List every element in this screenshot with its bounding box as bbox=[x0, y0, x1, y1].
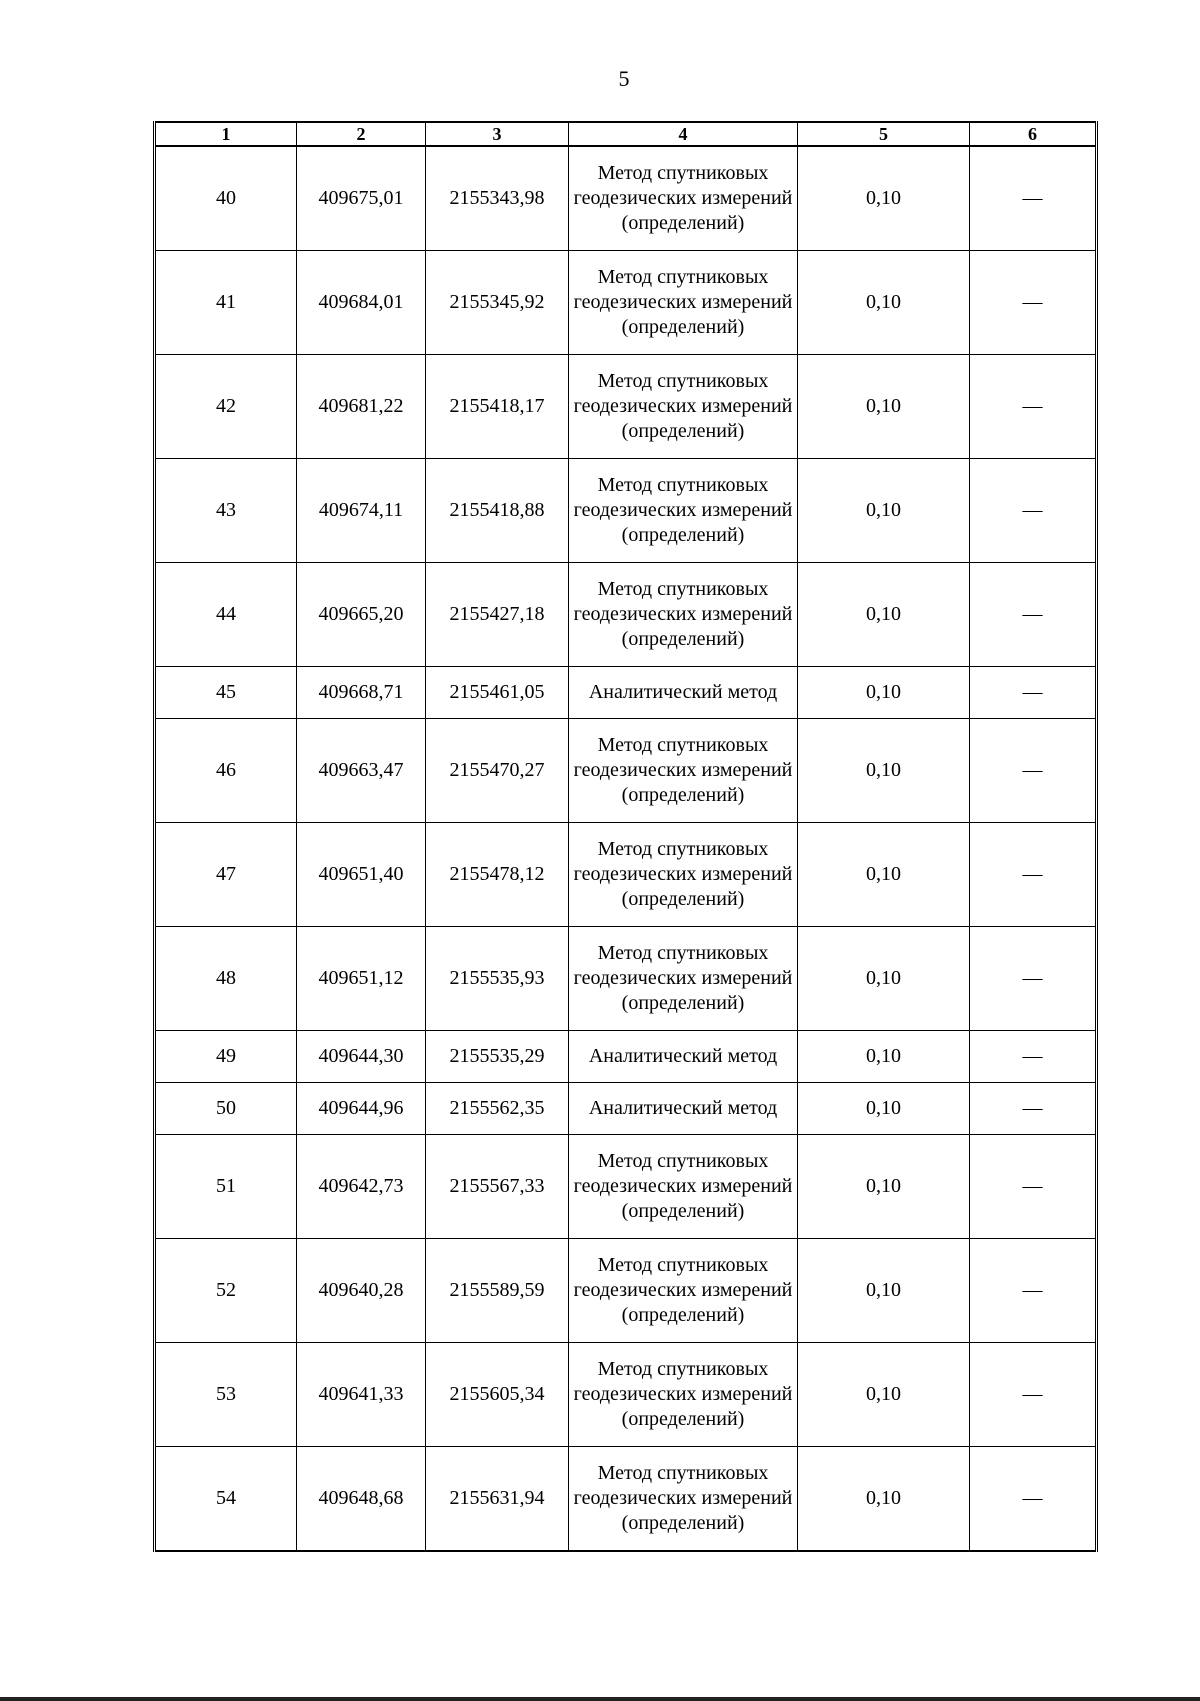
cell-point-number: 52 bbox=[155, 1239, 297, 1343]
cell-y-coordinate: 2155345,92 bbox=[426, 251, 569, 355]
cell-x-coordinate: 409675,01 bbox=[297, 146, 426, 251]
header-col-2: 2 bbox=[297, 122, 426, 146]
cell-method: Аналитический метод bbox=[569, 667, 798, 719]
cell-x-coordinate: 409651,12 bbox=[297, 927, 426, 1031]
page-bottom-edge bbox=[0, 1697, 1200, 1701]
cell-method: Метод спутниковых геодезических измерений (определений) bbox=[569, 1343, 798, 1447]
cell-method: Метод спутниковых геодезических измерений (определений) bbox=[569, 251, 798, 355]
header-col-4: 4 bbox=[569, 122, 798, 146]
cell-x-coordinate: 409644,30 bbox=[297, 1031, 426, 1083]
table-row bbox=[155, 823, 1097, 927]
cell-y-coordinate: 2155418,88 bbox=[426, 459, 569, 563]
cell-accuracy: 0,10 bbox=[798, 823, 970, 927]
header-col-3: 3 bbox=[426, 122, 569, 146]
cell-note: — bbox=[970, 927, 1097, 1031]
cell-x-coordinate: 409640,28 bbox=[297, 1239, 426, 1343]
cell-accuracy: 0,10 bbox=[798, 667, 970, 719]
cell-y-coordinate: 2155478,12 bbox=[426, 823, 569, 927]
table-row bbox=[155, 146, 1097, 251]
cell-point-number: 43 bbox=[155, 459, 297, 563]
cell-x-coordinate: 409665,20 bbox=[297, 563, 426, 667]
cell-y-coordinate: 2155562,35 bbox=[426, 1083, 569, 1135]
table-row bbox=[155, 1031, 1097, 1083]
table-row bbox=[155, 1239, 1097, 1343]
cell-method: Метод спутниковых геодезических измерений (определений) bbox=[569, 1447, 798, 1552]
cell-y-coordinate: 2155418,17 bbox=[426, 355, 569, 459]
cell-y-coordinate: 2155427,18 bbox=[426, 563, 569, 667]
cell-x-coordinate: 409648,68 bbox=[297, 1447, 426, 1552]
cell-note: — bbox=[970, 1135, 1097, 1239]
cell-x-coordinate: 409644,96 bbox=[297, 1083, 426, 1135]
cell-note: — bbox=[970, 667, 1097, 719]
cell-y-coordinate: 2155567,33 bbox=[426, 1135, 569, 1239]
cell-accuracy: 0,10 bbox=[798, 1447, 970, 1552]
table-row bbox=[155, 1343, 1097, 1447]
cell-point-number: 46 bbox=[155, 719, 297, 823]
cell-point-number: 53 bbox=[155, 1343, 297, 1447]
header-col-1: 1 bbox=[155, 122, 297, 146]
table-row bbox=[155, 459, 1097, 563]
cell-accuracy: 0,10 bbox=[798, 1343, 970, 1447]
cell-note: — bbox=[970, 1031, 1097, 1083]
cell-method: Метод спутниковых геодезических измерений (определений) bbox=[569, 146, 798, 251]
cell-y-coordinate: 2155343,98 bbox=[426, 146, 569, 251]
cell-point-number: 49 bbox=[155, 1031, 297, 1083]
cell-y-coordinate: 2155470,27 bbox=[426, 719, 569, 823]
cell-point-number: 48 bbox=[155, 927, 297, 1031]
cell-note: — bbox=[970, 1447, 1097, 1552]
cell-accuracy: 0,10 bbox=[798, 146, 970, 251]
cell-method: Аналитический метод bbox=[569, 1031, 798, 1083]
table-row bbox=[155, 251, 1097, 355]
cell-point-number: 40 bbox=[155, 146, 297, 251]
table-header-row bbox=[155, 122, 1097, 146]
cell-method: Метод спутниковых геодезических измерений (определений) bbox=[569, 1239, 798, 1343]
cell-note: — bbox=[970, 459, 1097, 563]
header-col-5: 5 bbox=[798, 122, 970, 146]
cell-point-number: 45 bbox=[155, 667, 297, 719]
cell-y-coordinate: 2155535,93 bbox=[426, 927, 569, 1031]
cell-point-number: 51 bbox=[155, 1135, 297, 1239]
page-number: 5 bbox=[618, 66, 630, 91]
cell-point-number: 47 bbox=[155, 823, 297, 927]
cell-x-coordinate: 409642,73 bbox=[297, 1135, 426, 1239]
cell-accuracy: 0,10 bbox=[798, 719, 970, 823]
cell-y-coordinate: 2155461,05 bbox=[426, 667, 569, 719]
cell-note: — bbox=[970, 146, 1097, 251]
cell-note: — bbox=[970, 823, 1097, 927]
cell-note: — bbox=[970, 1083, 1097, 1135]
cell-y-coordinate: 2155605,34 bbox=[426, 1343, 569, 1447]
cell-method: Метод спутниковых геодезических измерений (определений) bbox=[569, 1135, 798, 1239]
cell-point-number: 44 bbox=[155, 563, 297, 667]
cell-x-coordinate: 409651,40 bbox=[297, 823, 426, 927]
cell-note: — bbox=[970, 719, 1097, 823]
cell-method: Аналитический метод bbox=[569, 1083, 798, 1135]
table-row bbox=[155, 719, 1097, 823]
cell-accuracy: 0,10 bbox=[798, 1083, 970, 1135]
cell-x-coordinate: 409663,47 bbox=[297, 719, 426, 823]
cell-note: — bbox=[970, 563, 1097, 667]
header-col-6: 6 bbox=[970, 122, 1097, 146]
cell-x-coordinate: 409681,22 bbox=[297, 355, 426, 459]
cell-point-number: 41 bbox=[155, 251, 297, 355]
table-row bbox=[155, 927, 1097, 1031]
cell-y-coordinate: 2155589,59 bbox=[426, 1239, 569, 1343]
cell-method: Метод спутниковых геодезических измерений (определений) bbox=[569, 459, 798, 563]
cell-accuracy: 0,10 bbox=[798, 1135, 970, 1239]
table-row bbox=[155, 1135, 1097, 1239]
cell-point-number: 50 bbox=[155, 1083, 297, 1135]
cell-accuracy: 0,10 bbox=[798, 251, 970, 355]
cell-point-number: 42 bbox=[155, 355, 297, 459]
table-body bbox=[155, 146, 1097, 1551]
table-row bbox=[155, 1447, 1097, 1552]
cell-method: Метод спутниковых геодезических измерений (определений) bbox=[569, 927, 798, 1031]
cell-method: Метод спутниковых геодезических измерений (определений) bbox=[569, 563, 798, 667]
table-row bbox=[155, 667, 1097, 719]
cell-y-coordinate: 2155535,29 bbox=[426, 1031, 569, 1083]
cell-accuracy: 0,10 bbox=[798, 1239, 970, 1343]
cell-x-coordinate: 409674,11 bbox=[297, 459, 426, 563]
table-row bbox=[155, 563, 1097, 667]
cell-note: — bbox=[970, 251, 1097, 355]
table-row bbox=[155, 355, 1097, 459]
cell-y-coordinate: 2155631,94 bbox=[426, 1447, 569, 1552]
cell-accuracy: 0,10 bbox=[798, 459, 970, 563]
cell-accuracy: 0,10 bbox=[798, 563, 970, 667]
cell-note: — bbox=[970, 355, 1097, 459]
cell-method: Метод спутниковых геодезических измерений (определений) bbox=[569, 355, 798, 459]
cell-accuracy: 0,10 bbox=[798, 355, 970, 459]
cell-x-coordinate: 409641,33 bbox=[297, 1343, 426, 1447]
cell-note: — bbox=[970, 1239, 1097, 1343]
cell-x-coordinate: 409668,71 bbox=[297, 667, 426, 719]
cell-x-coordinate: 409684,01 bbox=[297, 251, 426, 355]
coordinates-table bbox=[153, 121, 1098, 1552]
cell-method: Метод спутниковых геодезических измерений (определений) bbox=[569, 823, 798, 927]
table-row bbox=[155, 1083, 1097, 1135]
cell-accuracy: 0,10 bbox=[798, 1031, 970, 1083]
cell-method: Метод спутниковых геодезических измерений (определений) bbox=[569, 719, 798, 823]
cell-point-number: 54 bbox=[155, 1447, 297, 1552]
cell-note: — bbox=[970, 1343, 1097, 1447]
cell-accuracy: 0,10 bbox=[798, 927, 970, 1031]
